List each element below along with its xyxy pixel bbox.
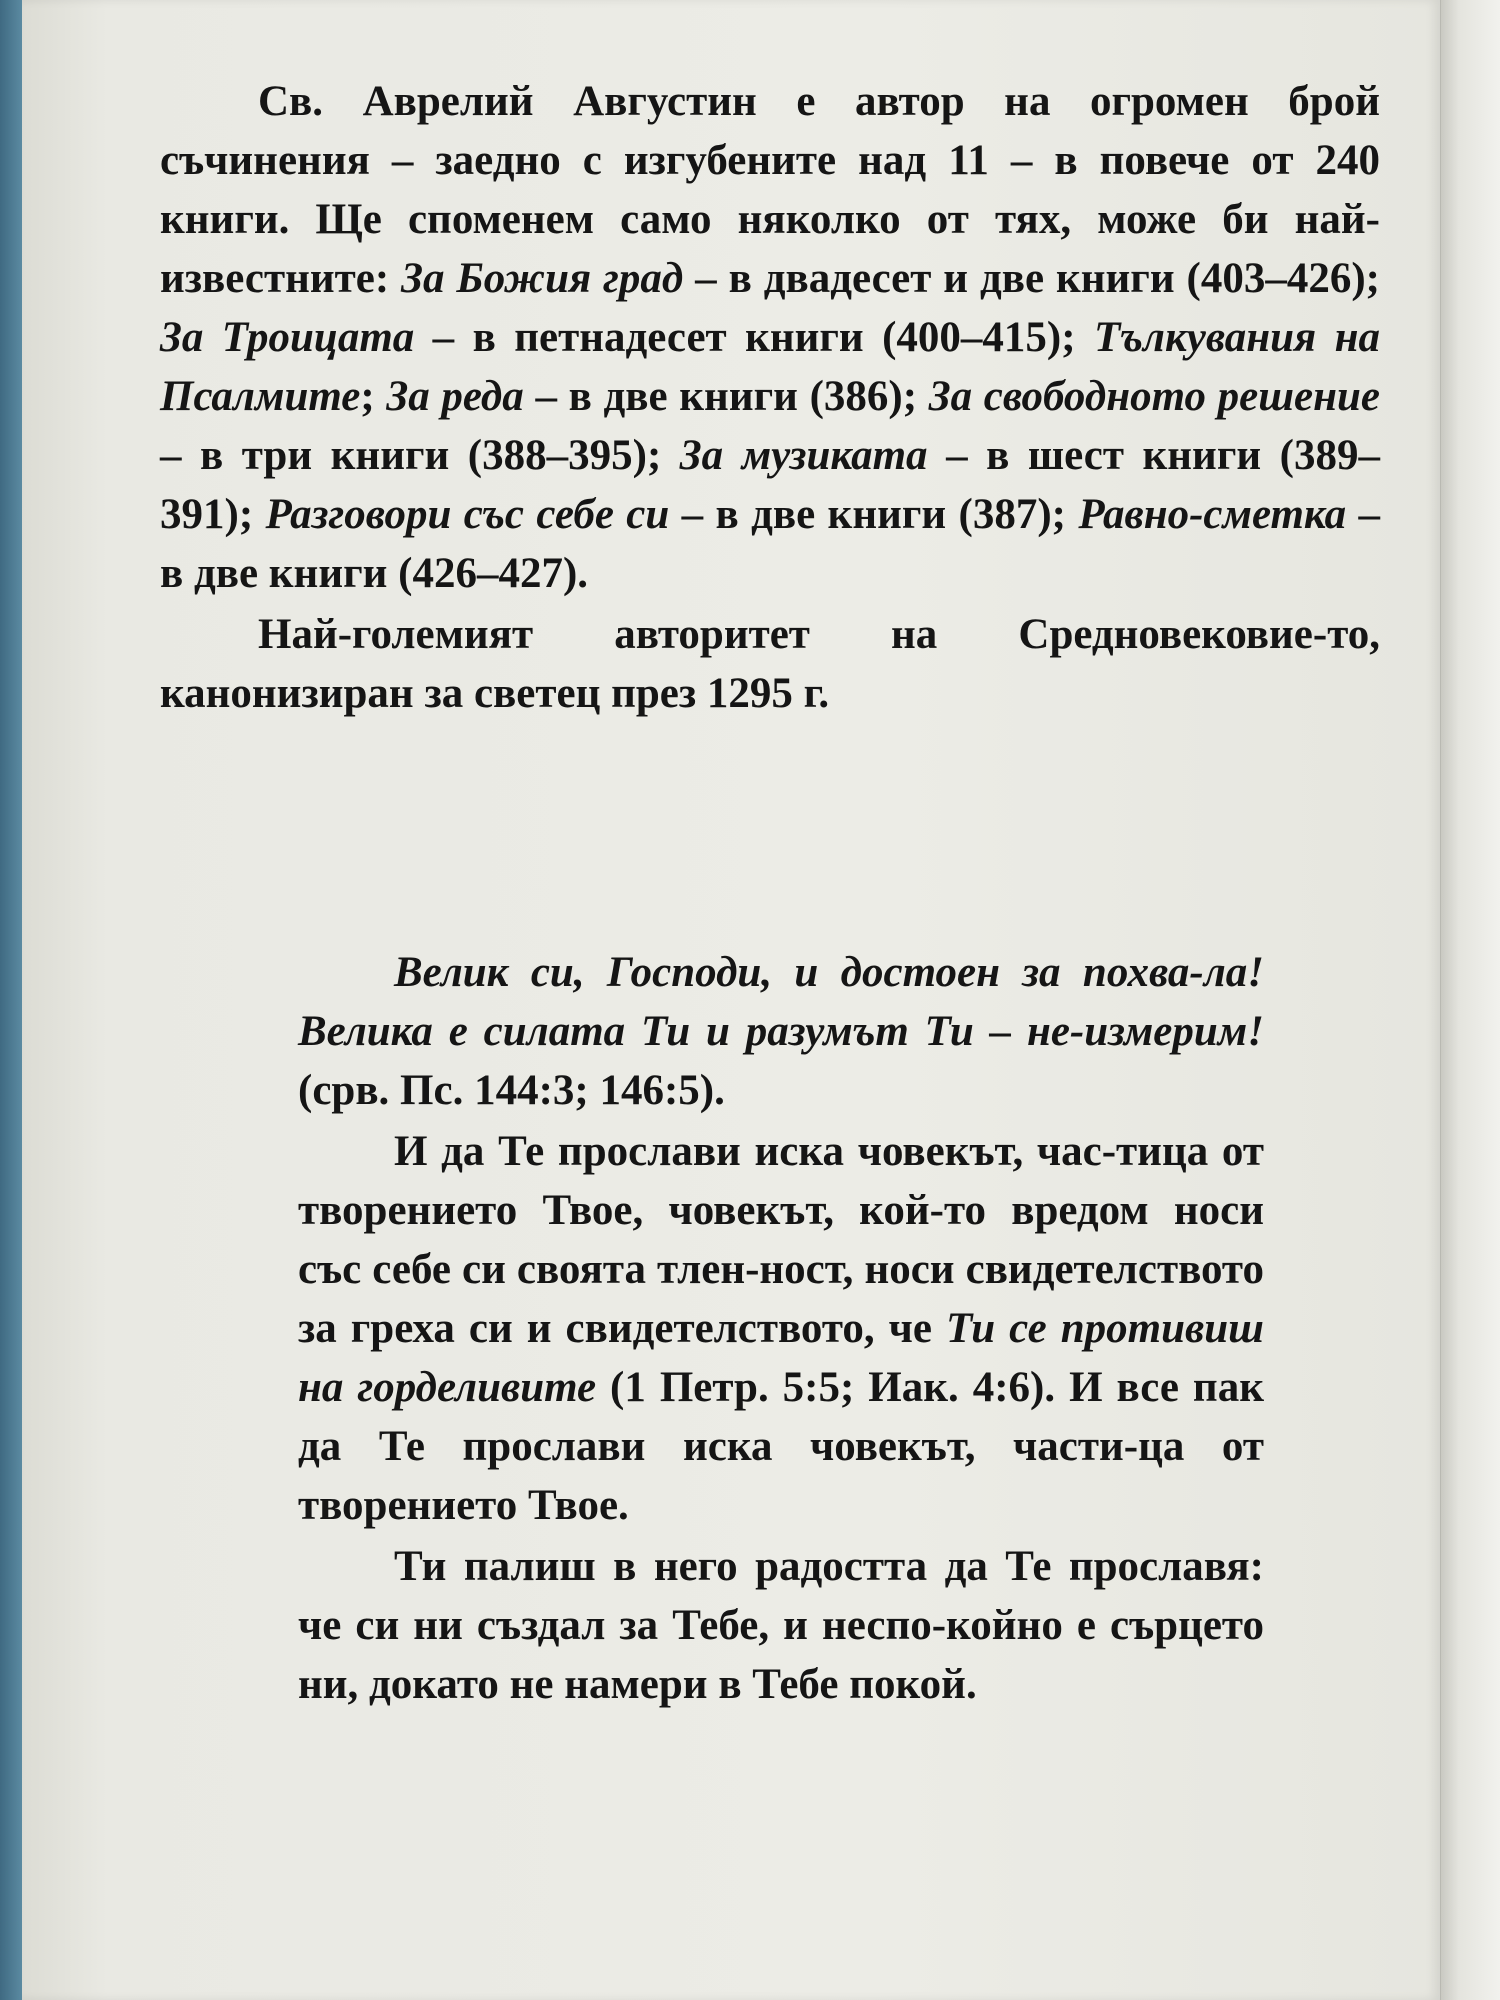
text-run: – в три книги (388–395); [160,432,680,479]
prayer-paragraph-3: Ти палиш в него радостта да Те прославя: че си ни създал за Тебе, и неспо-койно е сърцето ни, докато не намери в Тебе покой. [298,1543,1264,1708]
work-title: За Божия град [401,255,684,302]
biography-text [160,72,1380,725]
biography-paragraph-authority: Най-големият авторитет на Средновековие-то, канонизиран за светец през 1295 г. [160,611,1380,717]
book-cover-edge [1440,0,1500,2000]
desk-background [0,0,22,2000]
prayer-paragraph-1 [298,943,1264,1120]
work-title: За реда [386,373,524,420]
text-run: – в шест книги (389–391); [160,432,1380,538]
work-title: За Троицата [160,314,415,361]
text-run: И да Те прослави иска човекът, час-тица от творението Твое, човекът, кой-то вредом носи със себе си своята тлен-ност, носи свидетелството за греха си и свидетелството, че [298,1128,1264,1352]
text-run: – в две книги (426–427). [160,491,1381,597]
text-run: – в двадесет и две книги (403–426); [683,255,1380,302]
quotation: Велик си, Господи, и достоен за похва-ла! Велика е силата Ти и разумът Ти – не-измерим! [298,949,1264,1055]
text-run: Св. Аврелий Августин е автор на огромен брой съчинения – заедно с изгубените над 11 – в повече от 240 книги. Ще споменем само няколко от тях, може би най-известните: [160,78,1380,302]
work-title: За музиката [679,432,928,479]
work-title: Равно-сметка [1078,491,1347,538]
text-run: – в две книги (386); [523,373,929,420]
text-run: – в петнадесет книги (400–415); [414,314,1094,361]
biography-paragraph-works [160,72,1380,603]
work-title: За свободното решение [928,373,1380,420]
prayer-text [298,943,1264,1716]
text-run: ; [360,373,387,420]
quotation: Ти се противиш на горделивите [298,1305,1264,1411]
work-title: Тълкувания на Псалмите [160,314,1380,420]
prayer-paragraph-2 [298,1122,1264,1535]
text-run: – в две книги (387); [669,491,1079,538]
work-title: Разговори със себе си [265,491,670,538]
text-run: (1 Петр. 5:5; Иак. 4:6). И все пак да Те прослави иска човекът, части-ца от творението Твое. [298,1364,1264,1529]
scripture-reference: (срв. Пс. 144:3; 146:5). [298,1067,725,1114]
